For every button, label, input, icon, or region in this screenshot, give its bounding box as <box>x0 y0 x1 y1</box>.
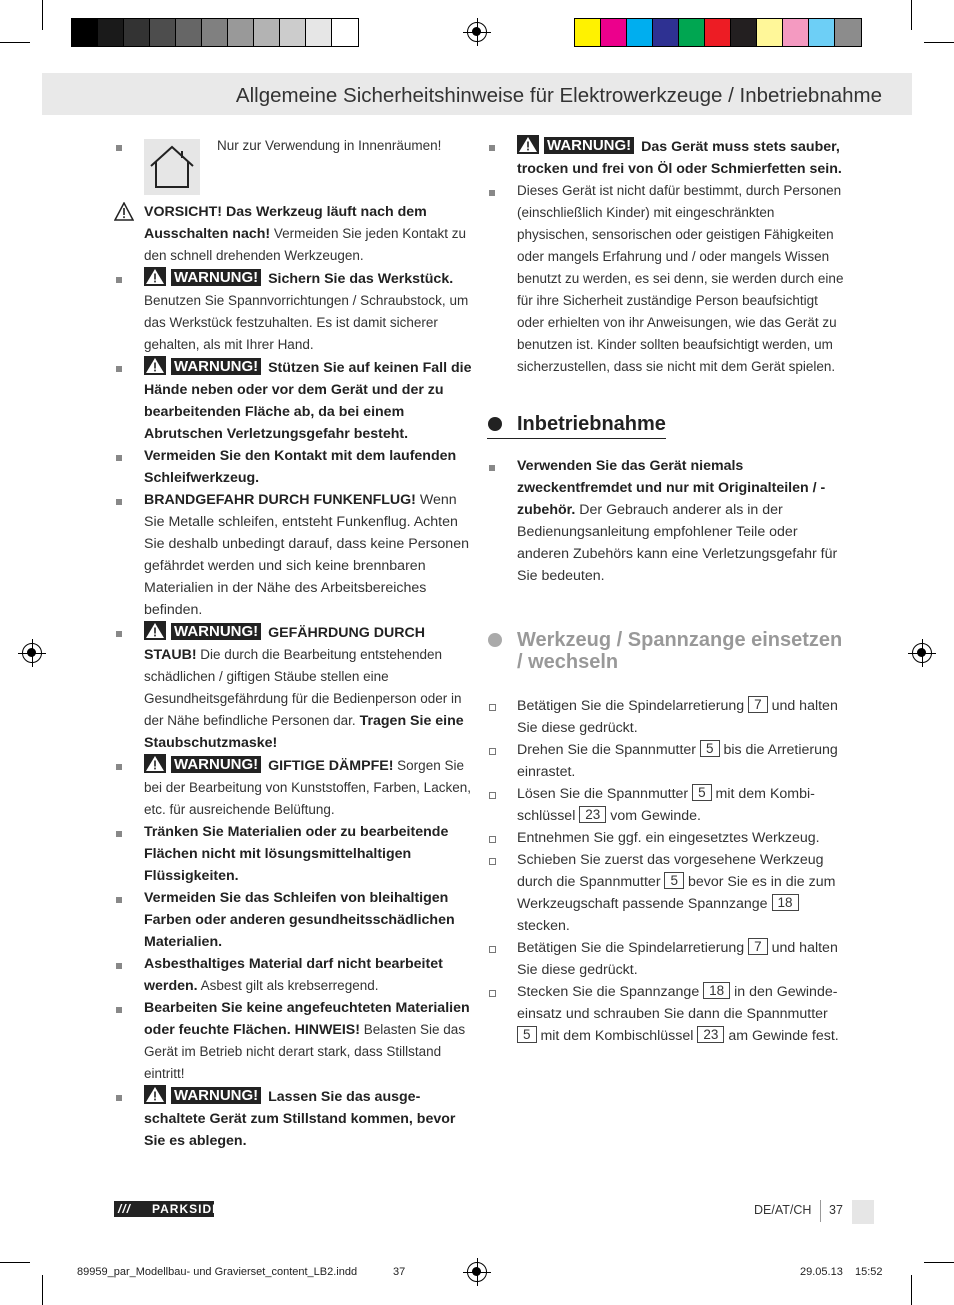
slug-time: 15:52 <box>855 1266 883 1278</box>
step-text: stecken. <box>517 918 570 934</box>
page-number: 37 <box>829 1203 843 1217</box>
item-heading: Verwenden Sie das Gerät niemals zweckentfremdet und nur mit Originalteilen / -zubehör. <box>517 458 826 518</box>
part-reference: 23 <box>579 806 606 823</box>
warning-text: Die durch die Bearbeitung entstehenden schädlichen / giftigen Stäube stellen eine Gesundheitsgefährdung für die Bedienperson oder in der Nähe befindliche Personen dar. <box>144 647 462 728</box>
crop-mark <box>911 1275 912 1305</box>
bullet-square <box>116 831 122 837</box>
caution-text: Vermeiden Sie jeden Kontakt zu den schnell drehenden Werkzeugen. <box>144 226 467 263</box>
color-swatch <box>98 19 124 46</box>
step-text: und halten Sie diese gedrückt. <box>517 940 838 978</box>
item-text: Belasten Sie das Gerät im Betrieb nicht derart stark, dass Stillstand eintritt! <box>144 1022 466 1081</box>
checkbox-bullet <box>489 704 496 711</box>
logo-slashes: /// <box>118 1202 132 1216</box>
bullet-square <box>116 631 122 637</box>
step-text: Drehen Sie die Spannmutter <box>517 742 700 758</box>
checkbox-bullet <box>489 990 496 997</box>
color-swatch <box>653 19 679 46</box>
part-reference: 5 <box>517 1026 537 1043</box>
footer-country: DE/AT/CH <box>754 1203 812 1217</box>
registration-mark-icon <box>467 1262 487 1282</box>
color-swatch <box>332 19 358 46</box>
step-item <box>487 739 847 783</box>
bullet-square <box>489 145 495 151</box>
bullet-square <box>116 1095 122 1101</box>
bullet-square <box>116 1007 122 1013</box>
crop-mark <box>924 1262 954 1263</box>
part-reference: 23 <box>697 1026 724 1043</box>
warning-badge: WARNUNG! <box>171 269 261 286</box>
registration-mark-icon <box>467 22 487 42</box>
color-swatch <box>601 19 627 46</box>
item-heading: Vermeiden Sie den Kontakt mit dem laufenden Schleifwerkzeug. <box>144 448 457 486</box>
warning-badge: WARNUNG! <box>171 1087 261 1104</box>
item-heading: Vermeiden Sie das Schleifen von bleihaltigen Farben oder anderen gesundheitsschädlichen Materialien. <box>144 890 455 950</box>
section-title: Werkzeug / Spannzange einsetzen / wechseln <box>517 629 843 673</box>
list-item <box>114 997 474 1085</box>
color-swatch <box>705 19 731 46</box>
registration-mark-icon <box>912 643 932 663</box>
step-text: Lösen Sie die Spannmutter <box>517 786 693 802</box>
left-column <box>114 135 474 1152</box>
slug-page: 37 <box>393 1266 406 1278</box>
section-title: Inbetriebnahme <box>517 413 666 435</box>
item-heading: Asbesthaltiges Material darf nicht bearbeitet werden. <box>144 956 443 994</box>
part-reference: 7 <box>748 938 768 955</box>
step-item <box>487 783 847 827</box>
warning-badge: WARNUNG! <box>171 623 261 640</box>
warning-badge: WARNUNG! <box>544 137 634 154</box>
warning-triangle-icon <box>517 135 539 154</box>
footer-divider <box>820 1200 821 1222</box>
right-column <box>487 135 847 1047</box>
color-swatch <box>176 19 202 46</box>
checkbox-bullet <box>489 858 496 865</box>
bullet-square <box>116 455 122 461</box>
list-item <box>114 821 474 887</box>
warning-heading: Stützen Sie auf keinen Fall die Hände neben oder vor dem Gerät und der zu bearbeitenden Fläche ab, da bei einem Abrutschen Verletzungsgefahr besteht. <box>144 360 472 442</box>
color-swatch <box>228 19 254 46</box>
step-text: Betätigen Sie die Spindelarretierung <box>517 698 749 714</box>
color-swatch <box>150 19 176 46</box>
list-item <box>487 180 847 378</box>
list-item <box>487 135 847 180</box>
slug-filename: 89959_par_Modellbau- und Gravierset_content_LB2.indd <box>77 1266 358 1278</box>
step-item <box>487 827 847 849</box>
item-text: Asbest gilt als krebserregend. <box>197 978 379 993</box>
warning-triangle-icon <box>144 267 166 286</box>
warning-badge: WARNUNG! <box>171 756 261 773</box>
crop-mark <box>911 0 912 30</box>
warning-text: Benutzen Sie Spannvorrichtungen / Schraubstock, um das Werkstück festzuhalten. Es ist damit sicherer gehalten, als mit Ihrer Hand. <box>144 293 469 352</box>
checkbox-bullet <box>489 946 496 953</box>
step-item <box>487 695 847 739</box>
color-swatch-bar <box>574 18 862 47</box>
step-text: mit dem Kombischlüssel <box>517 786 815 824</box>
list-item <box>114 445 474 489</box>
crop-mark <box>924 42 954 43</box>
item-heading: Tränken Sie Materialien oder zu bearbeitende Flächen nicht mit lösungsmittelhaltigen Flüssigkeiten. <box>144 824 449 884</box>
registration-mark-icon <box>22 643 42 663</box>
bullet-square <box>116 897 122 903</box>
step-text: Stecken Sie die Spannzange <box>517 984 704 1000</box>
bullet-square <box>116 145 122 151</box>
part-reference: 18 <box>703 982 730 999</box>
page-title: Allgemeine Sicherheitshinweise für Elektrowerkzeuge / Inbetriebnahme <box>235 84 882 107</box>
part-reference: 5 <box>664 872 684 889</box>
color-swatch <box>627 19 653 46</box>
warning-badge: WARNUNG! <box>171 358 261 375</box>
warning-triangle-icon <box>144 356 166 375</box>
step-text: Entnehmen Sie ggf. ein eingesetztes Werkzeug. <box>517 830 820 846</box>
color-swatch <box>575 19 601 46</box>
color-swatch <box>809 19 835 46</box>
warning-triangle-icon <box>144 754 166 773</box>
list-item <box>114 754 474 821</box>
warning-heading: Das Gerät muss stets sauber, trocken und frei von Öl oder Schmierfetten sein. <box>517 139 842 177</box>
slug-date: 29.05.13 <box>800 1266 843 1278</box>
step-item <box>487 981 847 1047</box>
step-text: bis die Arretierung einrastet. <box>517 742 838 780</box>
bullet-square <box>116 764 122 770</box>
color-swatch <box>679 19 705 46</box>
item-heading: BRANDGEFAHR DURCH FUNKENFLUG! <box>144 492 416 508</box>
step-text: vom Gewinde. <box>606 808 701 824</box>
color-swatch <box>306 19 332 46</box>
color-swatch <box>254 19 280 46</box>
list-item <box>114 489 474 621</box>
list-item <box>114 887 474 953</box>
warning-heading: Sichern Sie das Werkstück. <box>264 271 454 287</box>
caution-heading: VORSICHT! Das Werkzeug läuft nach dem Ausschalten nach! <box>144 204 427 242</box>
list-item <box>114 135 474 201</box>
parkside-logo <box>114 1201 222 1217</box>
part-reference: 5 <box>692 784 712 801</box>
item-heading: Bearbeiten Sie keine angefeuchteten Materialien oder feuchte Flächen. <box>144 1000 470 1038</box>
list-item <box>114 621 474 754</box>
part-reference: 5 <box>700 740 720 757</box>
step-text: Schieben Sie zuerst das vorgesehene Werkzeug durch die Spannmutter <box>517 852 824 890</box>
crop-mark <box>42 0 43 30</box>
step-text: am Gewinde fest. <box>724 1028 839 1044</box>
step-item <box>487 937 847 981</box>
list-item <box>114 267 474 356</box>
color-swatch <box>731 19 757 46</box>
step-text: in den Gewindeeinsatz und schrauben Sie dann die Spannmutter <box>517 984 838 1022</box>
footer-gray-box <box>852 1200 874 1224</box>
section-heading-inbetriebnahme <box>487 412 666 439</box>
bullet-square <box>489 465 495 471</box>
list-item <box>114 201 474 267</box>
color-swatch <box>280 19 306 46</box>
warning-heading: GEFÄHRDUNG DURCH STAUB! <box>144 625 425 663</box>
list-item <box>487 455 847 587</box>
crop-mark <box>0 1262 30 1263</box>
bullet-square <box>116 366 122 372</box>
indoor-text: Nur zur Verwendung in Innenräumen! <box>217 138 442 153</box>
caution-triangle-icon <box>114 202 134 228</box>
part-reference: 7 <box>748 696 768 713</box>
list-item <box>114 1085 474 1152</box>
list-item <box>114 356 474 445</box>
color-swatch <box>124 19 150 46</box>
item-text: Wenn Sie Metalle schleifen, entsteht Funkenflug. Achten Sie deshalb unbedingt darauf, dass keine Personen gefährdet werden und sich keine brennbaren Materialien in der Nähe des Arbeitsbereiches befinden. <box>144 492 469 618</box>
bullet-square <box>489 190 495 196</box>
checkbox-bullet <box>489 792 496 799</box>
item-text: Der Gebrauch anderer als in der Bedienungsanleitung empfohlener Teile oder anderen Zubehörs kann eine Verletzungsgefahr für Sie bedeuten. <box>517 502 838 584</box>
section-bullet-icon <box>488 417 502 431</box>
hint-label: HINWEIS! <box>290 1022 360 1038</box>
crop-mark <box>0 42 30 43</box>
step-text: und halten Sie diese gedrückt. <box>517 698 838 736</box>
color-swatch <box>757 19 783 46</box>
bullet-square <box>116 963 122 969</box>
bullet-square <box>116 277 122 283</box>
checkbox-bullet <box>489 836 496 843</box>
color-swatch <box>72 19 98 46</box>
color-swatch <box>202 19 228 46</box>
grayscale-swatch-bar <box>71 18 359 47</box>
checkbox-bullet <box>489 748 496 755</box>
warning-heading: Lassen Sie das ausgeschaltete Gerät zum Stillstand kommen, bevor Sie es ablegen. <box>144 1089 456 1149</box>
item-text: Dieses Gerät ist nicht dafür bestimmt, durch Personen (einschließlich Kinder) mit eingeschränkten physischen, sensorischen oder geistigen Fähigkeiten oder mangels Erfahrung und / oder mangels Wissen benutzt zu werden, es sei denn, sie werden durch eine für ihre Sicherheit zuständige Person beaufsichtigt oder erhielten von ihr Anweisungen, wie das Gerät zu benutzen ist. Kinder sollten beaufsichtigt werden, um sicherzustellen, dass sie nicht mit dem Gerät spielen. <box>517 183 844 374</box>
list-item <box>114 953 474 997</box>
warning-triangle-icon <box>144 621 166 640</box>
bullet-square <box>116 499 122 505</box>
warning-text: Sorgen Sie bei der Bearbeitung von Kunststoffen, Farben, Lacken, etc. für ausreichende Belüftung. <box>144 758 471 817</box>
crop-mark <box>42 1275 43 1305</box>
section-bullet-icon <box>488 633 502 647</box>
step-text: bevor Sie es in die zum Werkzeugschaft passende Spannzange <box>517 874 836 912</box>
warning-heading: GIFTIGE DÄMPFE! <box>264 758 394 774</box>
section-heading-werkzeug <box>487 629 847 673</box>
step-item <box>487 849 847 937</box>
color-swatch <box>835 19 861 46</box>
warning-heading-2: Tragen Sie eine Staubschutzmaske! <box>144 713 464 751</box>
warning-triangle-icon <box>144 1085 166 1104</box>
step-text: mit dem Kombischlüssel <box>536 1028 698 1044</box>
logo-name: PARKSIDE <box>152 1202 222 1216</box>
part-reference: 18 <box>772 894 799 911</box>
color-swatch <box>783 19 809 46</box>
step-text: Betätigen Sie die Spindelarretierung <box>517 940 749 956</box>
